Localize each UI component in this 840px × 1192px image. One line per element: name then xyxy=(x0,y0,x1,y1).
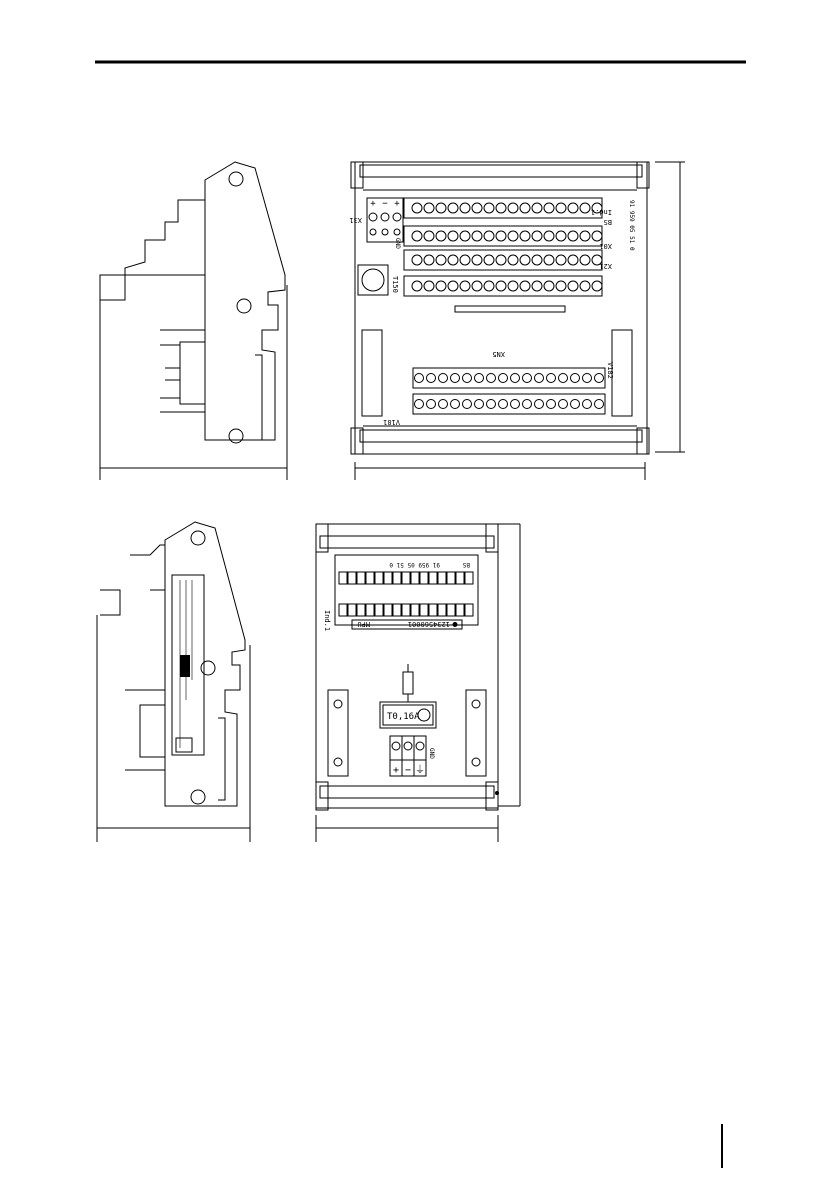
xn5-label: XN5 xyxy=(492,350,505,358)
front-view-bottom xyxy=(316,524,520,842)
minus-label-1: − xyxy=(382,199,388,209)
terminal-screw xyxy=(369,213,377,221)
connector-cell xyxy=(384,572,392,584)
terminal-screw xyxy=(463,374,472,383)
terminal-screw xyxy=(580,231,590,241)
terminal-screw xyxy=(496,255,506,265)
terminal-screw xyxy=(580,255,590,265)
connector-cell xyxy=(339,604,347,616)
terminal-screw xyxy=(427,374,436,383)
terminal-screw xyxy=(448,231,458,241)
plus-label-1: + xyxy=(370,199,376,209)
terminal-screw xyxy=(448,281,458,291)
terminal-screw xyxy=(427,400,436,409)
terminal-screw xyxy=(381,213,389,221)
terminal-screw xyxy=(484,231,494,241)
terminal-screw xyxy=(472,281,482,291)
terminal-screw xyxy=(424,231,434,241)
plus-label-2: + xyxy=(394,199,400,209)
terminal-screw xyxy=(436,231,446,241)
terminal-screw xyxy=(439,400,448,409)
terminal-screw xyxy=(547,374,556,383)
terminal-screw xyxy=(472,255,482,265)
terminal-screw xyxy=(571,374,580,383)
connector-cell xyxy=(465,572,473,584)
terminal-screw xyxy=(580,281,590,291)
connector-cell xyxy=(375,572,383,584)
code-label-bottom: 91 959 05 51 0 xyxy=(389,561,440,568)
ground-symbol: ⏚ xyxy=(415,765,425,776)
terminal-screw xyxy=(556,231,566,241)
terminal-screw xyxy=(424,281,434,291)
side-view-top xyxy=(100,162,287,480)
connector-cell xyxy=(375,604,383,616)
connector-cell xyxy=(366,604,374,616)
terminal-screw xyxy=(436,281,446,291)
terminal-screw xyxy=(484,203,494,213)
terminal-screw xyxy=(472,203,482,213)
terminal-screw xyxy=(583,400,592,409)
terminal-screw xyxy=(496,231,506,241)
terminal-screw xyxy=(532,255,542,265)
connector-cell xyxy=(357,572,365,584)
terminal-screw xyxy=(523,374,532,383)
terminal-screw xyxy=(415,400,424,409)
terminal-screw xyxy=(460,231,470,241)
gnd-label-bottom: GND xyxy=(428,748,435,759)
connector-cell xyxy=(411,604,419,616)
terminal-screw xyxy=(511,374,520,383)
terminal-screw xyxy=(508,281,518,291)
plus-label-bottom: + xyxy=(392,765,400,776)
terminal-screw xyxy=(559,374,568,383)
terminal-screw xyxy=(460,203,470,213)
terminal-screw xyxy=(451,374,460,383)
terminal-screw xyxy=(496,203,506,213)
terminal-screw xyxy=(547,400,556,409)
mpu-label: MPU xyxy=(357,620,370,628)
terminal-screw xyxy=(475,400,484,409)
terminal-screw xyxy=(451,400,460,409)
terminal-screw xyxy=(556,255,566,265)
connector-cell xyxy=(366,572,374,584)
connector-cell xyxy=(402,604,410,616)
terminal-screw xyxy=(532,231,542,241)
terminal-screw xyxy=(535,374,544,383)
terminal-screw xyxy=(484,255,494,265)
terminal-screw xyxy=(415,374,424,383)
terminal-screw xyxy=(523,400,532,409)
terminal-screw xyxy=(393,213,401,221)
code-label-top: 91 959 05 51 0 xyxy=(628,200,635,251)
x31-label: X31 xyxy=(349,216,362,224)
v181-label: V181 xyxy=(383,418,400,426)
minus-label-bottom: − xyxy=(404,765,412,776)
connector-cell xyxy=(384,604,392,616)
connector-cell xyxy=(438,572,446,584)
bs-label-top: BS xyxy=(603,218,612,226)
terminal-strip xyxy=(413,368,605,388)
terminal-screw xyxy=(520,203,530,213)
terminal-screw xyxy=(592,231,602,241)
x21-label: X21 xyxy=(599,262,612,270)
connector-cell xyxy=(429,604,437,616)
terminal-screw xyxy=(520,281,530,291)
terminal-screw xyxy=(424,203,434,213)
x01-label: X01 xyxy=(599,242,612,250)
terminal-screw xyxy=(508,255,518,265)
terminal-screw xyxy=(568,231,578,241)
connector-cell xyxy=(357,604,365,616)
connector-cell xyxy=(339,572,347,584)
terminal-screw xyxy=(544,255,554,265)
terminal-screw xyxy=(508,203,518,213)
connector-cell xyxy=(402,572,410,584)
terminal-screw xyxy=(439,374,448,383)
terminal-screw xyxy=(568,281,578,291)
front-view-top xyxy=(349,162,685,480)
terminal-screw xyxy=(535,400,544,409)
connector-cell xyxy=(393,572,401,584)
terminal-screw xyxy=(511,400,520,409)
connector-cell xyxy=(393,604,401,616)
terminal-screw xyxy=(571,400,580,409)
terminal-screw xyxy=(595,374,604,383)
connector-cell xyxy=(438,604,446,616)
ind1-label-top: Ind.1 xyxy=(590,208,612,216)
connector-cell xyxy=(447,604,455,616)
terminal-screw xyxy=(394,229,400,235)
connector-cell xyxy=(456,604,464,616)
terminal-screw xyxy=(544,281,554,291)
terminal-strip xyxy=(413,394,605,414)
terminal-screw xyxy=(487,374,496,383)
side-view-bottom xyxy=(97,522,250,842)
connector-cell xyxy=(420,604,428,616)
terminal-screw xyxy=(499,400,508,409)
terminal-screw xyxy=(544,203,554,213)
terminal-screw xyxy=(568,203,578,213)
terminal-screw xyxy=(472,231,482,241)
connector-cell xyxy=(348,572,356,584)
terminal-screw xyxy=(475,374,484,383)
terminal-screw xyxy=(382,229,388,235)
terminal-screw xyxy=(556,203,566,213)
fuse-label: T0,16A xyxy=(387,712,420,722)
terminal-screw xyxy=(460,281,470,291)
ind1-label-bottom: Ind.1 xyxy=(323,610,331,632)
terminal-screw xyxy=(448,203,458,213)
serial-label: 1234560001 xyxy=(407,620,450,628)
terminal-screw xyxy=(520,231,530,241)
terminal-screw xyxy=(568,255,578,265)
terminal-screw xyxy=(436,203,446,213)
terminal-screw xyxy=(592,281,602,291)
terminal-screw xyxy=(412,231,422,241)
terminal-screw xyxy=(463,400,472,409)
gnd-label-top: GND xyxy=(394,238,401,249)
terminal-screw xyxy=(412,203,422,213)
terminal-screw xyxy=(544,231,554,241)
terminal-screw xyxy=(532,203,542,213)
connector-cell xyxy=(420,572,428,584)
connector-cell xyxy=(411,572,419,584)
connector-cell xyxy=(429,572,437,584)
terminal-screw xyxy=(460,255,470,265)
terminal-screw xyxy=(559,400,568,409)
terminal-screw xyxy=(424,255,434,265)
bs-label-bottom: BS xyxy=(462,561,470,568)
terminal-screw xyxy=(448,255,458,265)
v182-label: V182 xyxy=(606,362,614,379)
terminal-screw xyxy=(499,374,508,383)
terminal-screw xyxy=(556,281,566,291)
terminal-screw xyxy=(412,281,422,291)
terminal-screw xyxy=(580,203,590,213)
terminal-screw xyxy=(370,229,376,235)
connector-cell xyxy=(456,572,464,584)
terminal-screw xyxy=(520,255,530,265)
terminal-screw xyxy=(436,255,446,265)
connector-cell xyxy=(447,572,455,584)
connector-cell xyxy=(465,604,473,616)
terminal-screw xyxy=(484,281,494,291)
terminal-screw xyxy=(532,281,542,291)
terminal-screw xyxy=(487,400,496,409)
terminal-screw xyxy=(508,231,518,241)
t150-label: T150 xyxy=(391,276,399,293)
terminal-screw xyxy=(595,400,604,409)
terminal-screw xyxy=(496,281,506,291)
connector-cell xyxy=(348,604,356,616)
terminal-screw xyxy=(412,255,422,265)
terminal-screw xyxy=(583,374,592,383)
